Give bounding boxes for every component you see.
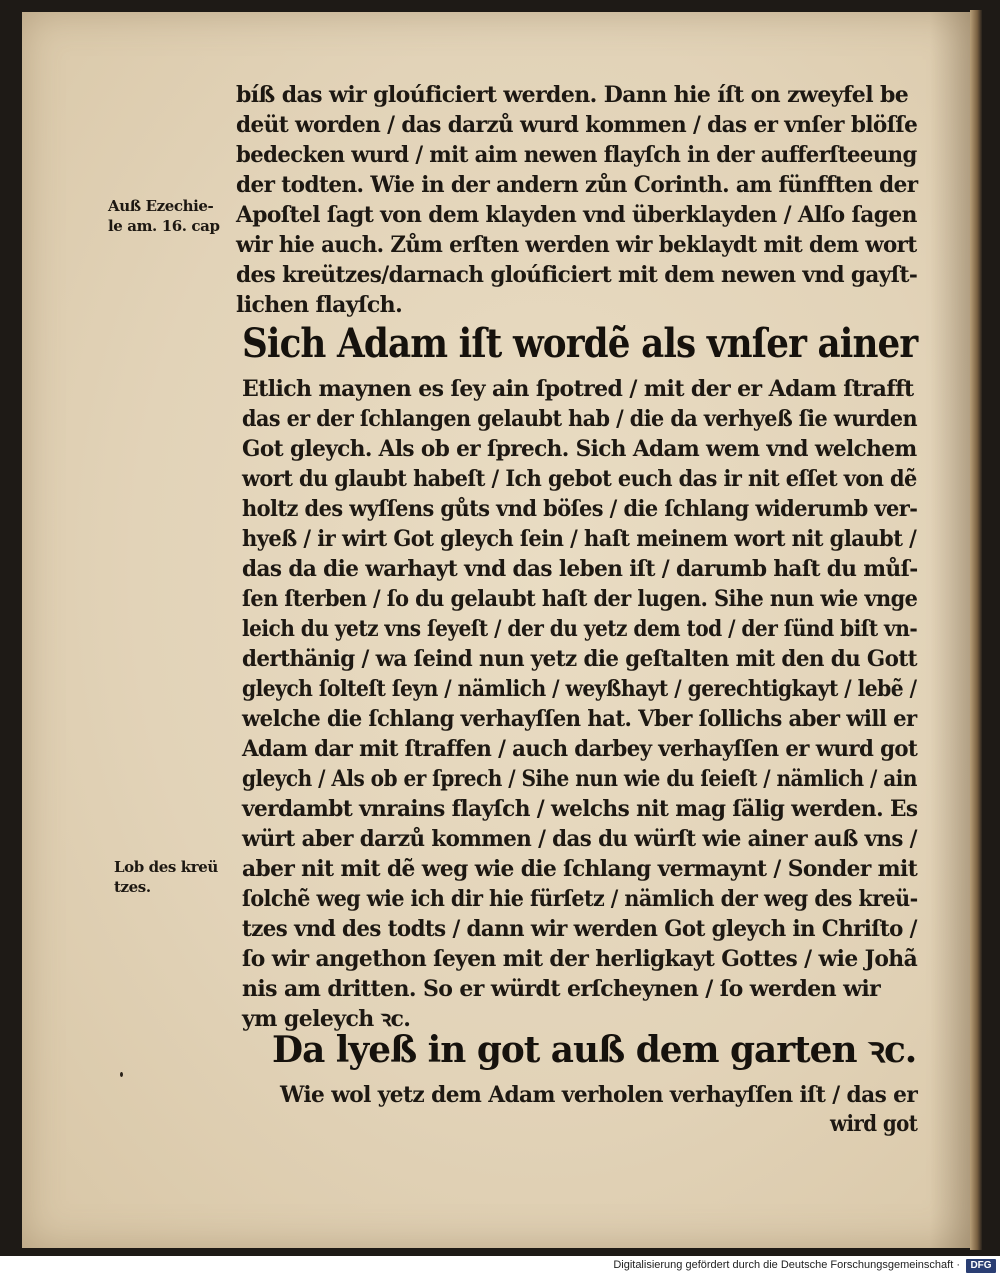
footer-credit: Digitalisierung gefördert durch die Deutsche Forschungsgemeinschaft · (613, 1259, 960, 1271)
text-line: Etlich maynen es ſey ain ſpotred / mit der er Adam ſtrafft (242, 376, 914, 402)
text-line: würt aber darzů kommen / das du würſt wie ainer auß vns / (242, 826, 917, 852)
marginal-note: Lob des kreü (114, 858, 218, 876)
text-line: holtz des wyſſens gůts vnd böſes / die ſchlang widerumb ver- (242, 496, 918, 522)
text-line: das da die warhayt vnd das leben iſt / darumb haſt du můſ- (242, 556, 918, 582)
text-line: gleych / Als ob er ſprech / Sihe nun wie du ſeieſt / nämlich / ain (242, 766, 917, 792)
text-line: Adam dar mit ſtraffen / auch darbey verhayſſen er wurd got (242, 736, 918, 762)
text-line: des kreützes/darnach gloúficiert mit dem newen vnd gayſt- (236, 262, 918, 288)
text-line: das er der ſchlangen gelaubt hab / die da verhyeß ſie wurden (242, 406, 918, 432)
text-line: ſo wir angethon ſeyen mit der herligkayt Gottes / wie Johã (242, 946, 918, 972)
text-line: verdambt vnrains flayſch / welchs nit mag ſälig werden. Es (242, 796, 918, 822)
catchword: wird got (830, 1111, 918, 1137)
text-line: derthänig / wa ſeind nun yetz die geſtalten mit den du Gott (242, 646, 917, 672)
ink-speck (120, 1072, 123, 1077)
text-line: wort du glaubt habeſt / Ich gebot euch das ir nit eſſet von dẽ (242, 466, 917, 492)
book-page (22, 12, 970, 1248)
marginal-note: tzes. (114, 878, 151, 896)
text-line: ſolchẽ weg wie ich dir hie fürſetz / nämlich der weg des kreü- (242, 886, 918, 912)
marginal-note: le am. 16. cap (108, 217, 220, 235)
text-line: ſen ſterben / ſo du gelaubt haſt der lugen. Sihe nun wie vnge (242, 586, 918, 612)
text-line: aber nit mit dẽ weg wie die ſchlang vermaynt / Sonder mit (242, 856, 918, 882)
text-line: Got gleych. Als ob er ſprech. Sich Adam wem vnd welchem (242, 436, 917, 462)
gutter-shadow (930, 12, 970, 1248)
footer-bar (0, 1256, 1000, 1277)
page-edge (970, 10, 982, 1250)
text-line: welche die ſchlang verhayſſen hat. Vber ſollichs aber will er (242, 706, 917, 732)
text-line: der todten. Wie in der andern zůn Corinth. am fünfften der (236, 172, 918, 198)
text-line: Wie wol yetz dem Adam verholen verhayſſen iſt / das er (280, 1082, 918, 1108)
section-heading: Sich Adam iſt wordẽ als vnſer ainer (242, 320, 918, 367)
section-heading: Da lyeß in got auß dem garten ꝛc. (272, 1029, 917, 1071)
text-line: hyeß / ir wirt Got gleych ſein / haſt meinem wort nit glaubt / (242, 526, 917, 552)
text-line: leich du yetz vns ſeyeſt / der du yetz dem tod / der ſünd biſt vn- (242, 616, 918, 642)
text-line: nis am dritten. So er würdt erſcheynen / ſo werden wir (242, 976, 881, 1002)
text-line: tzes vnd des todts / dann wir werden Got gleych in Chriſto / (242, 916, 917, 942)
text-line: wir hie auch. Zům erſten werden wir beklaydt mit dem wort (236, 232, 917, 258)
text-line: lichen flayſch. (236, 292, 403, 318)
text-line: ym geleych ꝛc. (242, 1006, 411, 1032)
text-line: bíß das wir gloúficiert werden. Dann hie íſt on zweyfel be (236, 82, 909, 108)
marginal-note: Auß Ezechie- (108, 197, 214, 215)
text-line: bedecken wurd / mit aim newen flayſch in der aufferſteeung (236, 142, 917, 168)
text-line: gleych ſolteſt ſeyn / nämlich / weyßhayt / gerechtigkayt / lebẽ / (242, 676, 917, 702)
text-line: deüt worden / das darzů wurd kommen / das er vnſer blöſſe (236, 112, 918, 138)
text-line: Apoſtel ſagt von dem klayden vnd überklayden / Alſo ſagen (236, 202, 917, 228)
dfg-logo: DFG (966, 1259, 996, 1273)
